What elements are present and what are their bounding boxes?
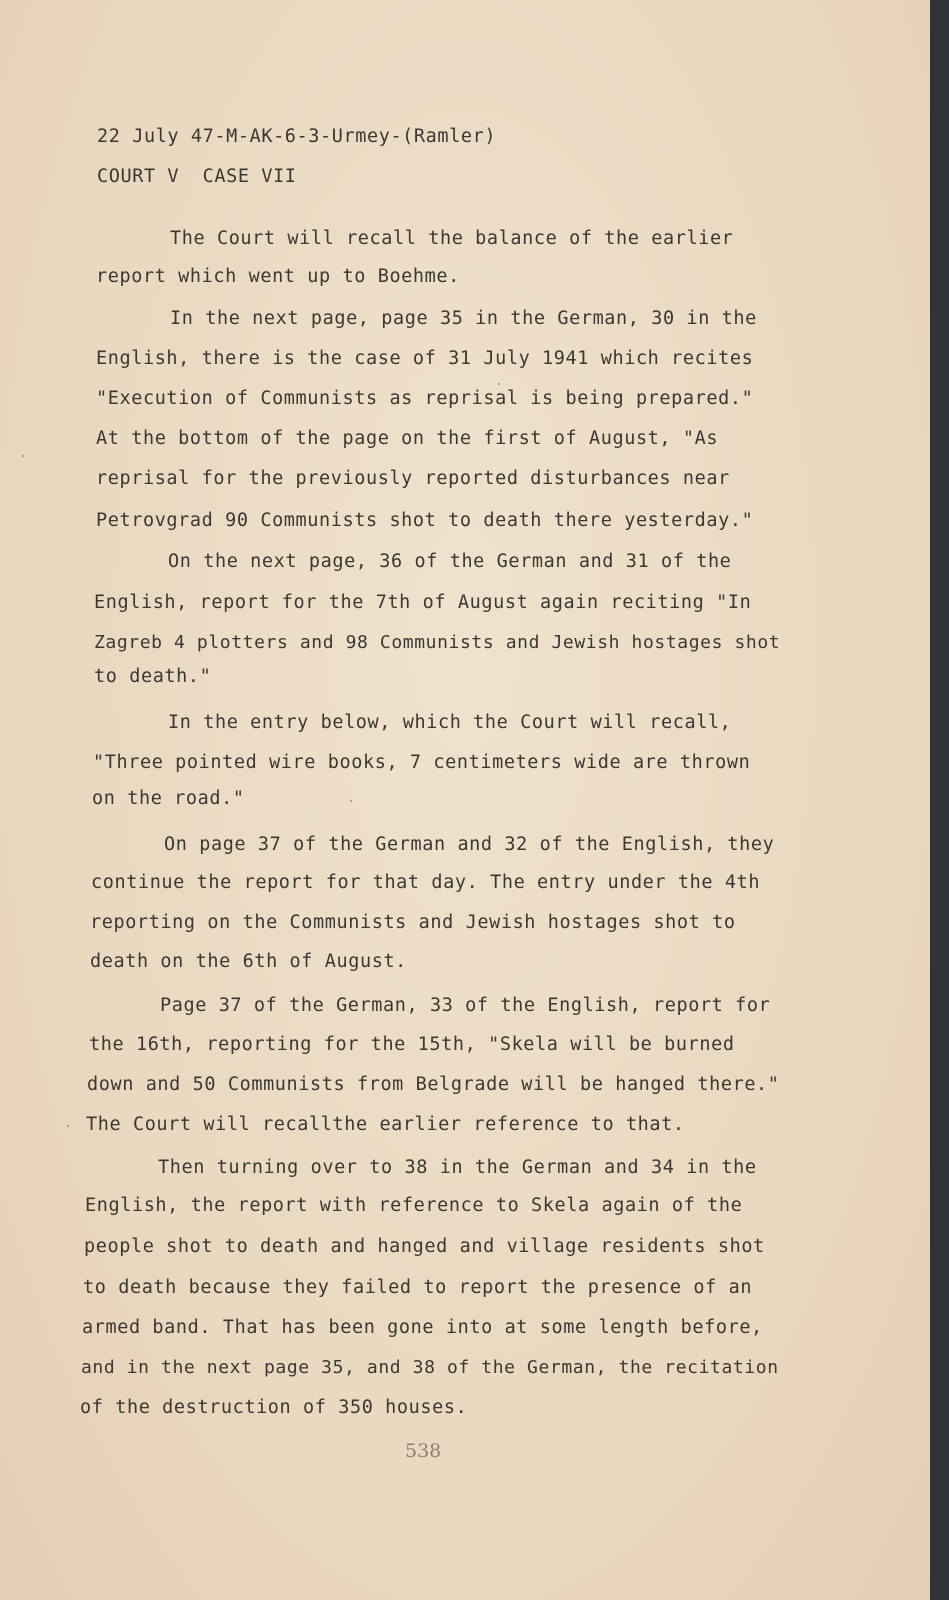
text-line: In the entry below, which the Court will recall, [168, 712, 732, 733]
text-line: At the bottom of the page on the first of August, "As [96, 428, 719, 449]
paper-speck [67, 1125, 69, 1127]
text-line: Zagreb 4 plotters and 98 Communists and Jewish hostages shot [94, 632, 781, 653]
text-line: English, there is the case of 31 July 1941 which recites [96, 348, 754, 369]
text-line: to death." [94, 666, 212, 687]
text-line: English, the report with reference to Skela again of the [85, 1195, 743, 1216]
scan-background-edge [930, 0, 949, 1600]
text-line: On page 37 of the German and 32 of the English, they [164, 834, 775, 855]
text-line: The Court will recall the balance of the earlier [170, 228, 734, 249]
text-line: "Three pointed wire books, 7 centimeters wide are thrown [93, 752, 751, 773]
paper-speck [498, 383, 500, 385]
text-line: In the next page, page 35 in the German, 30 in the [170, 308, 757, 329]
text-line: English, report for the 7th of August again reciting "In [94, 592, 752, 613]
text-line: On the next page, 36 of the German and 31 of the [168, 551, 732, 572]
text-line: people shot to death and hanged and village residents shot [84, 1236, 765, 1257]
text-line: on the road." [92, 788, 245, 809]
paper-speck [350, 800, 352, 802]
text-line: down and 50 Communists from Belgrade will be hanged there." [87, 1074, 780, 1095]
text-line: continue the report for that day. The entry under the 4th [91, 872, 761, 893]
text-line: reporting on the Communists and Jewish hostages shot to [90, 912, 736, 933]
text-line: "Execution of Communists as reprisal is being prepared." [96, 388, 754, 409]
document-reference: 22 July 47-M-AK-6-3-Urmey-(Ramler) [97, 126, 497, 147]
text-line: The Court will recallthe earlier reference to that. [86, 1114, 685, 1135]
text-line: armed band. That has been gone into at some length before, [82, 1317, 763, 1338]
text-line: death on the 6th of August. [90, 951, 407, 972]
text-line: of the destruction of 350 houses. [80, 1397, 468, 1418]
text-line: reprisal for the previously reported disturbances near [96, 468, 730, 489]
court-case-heading: COURT V CASE VII [97, 166, 297, 187]
text-line: the 16th, reporting for the 15th, "Skela will be burned [89, 1034, 735, 1055]
text-line: to death because they failed to report the presence of an [83, 1277, 753, 1298]
page-number: 538 [405, 1440, 442, 1462]
text-line: Page 37 of the German, 33 of the English, report for [160, 995, 771, 1016]
text-line: Petrovgrad 90 Communists shot to death there yesterday." [96, 510, 754, 531]
text-line: Then turning over to 38 in the German and 34 in the [158, 1157, 757, 1178]
paper-speck [22, 455, 24, 457]
text-line: report which went up to Boehme. [96, 266, 460, 287]
text-line: and in the next page 35, and 38 of the German, the recitation [81, 1357, 779, 1378]
